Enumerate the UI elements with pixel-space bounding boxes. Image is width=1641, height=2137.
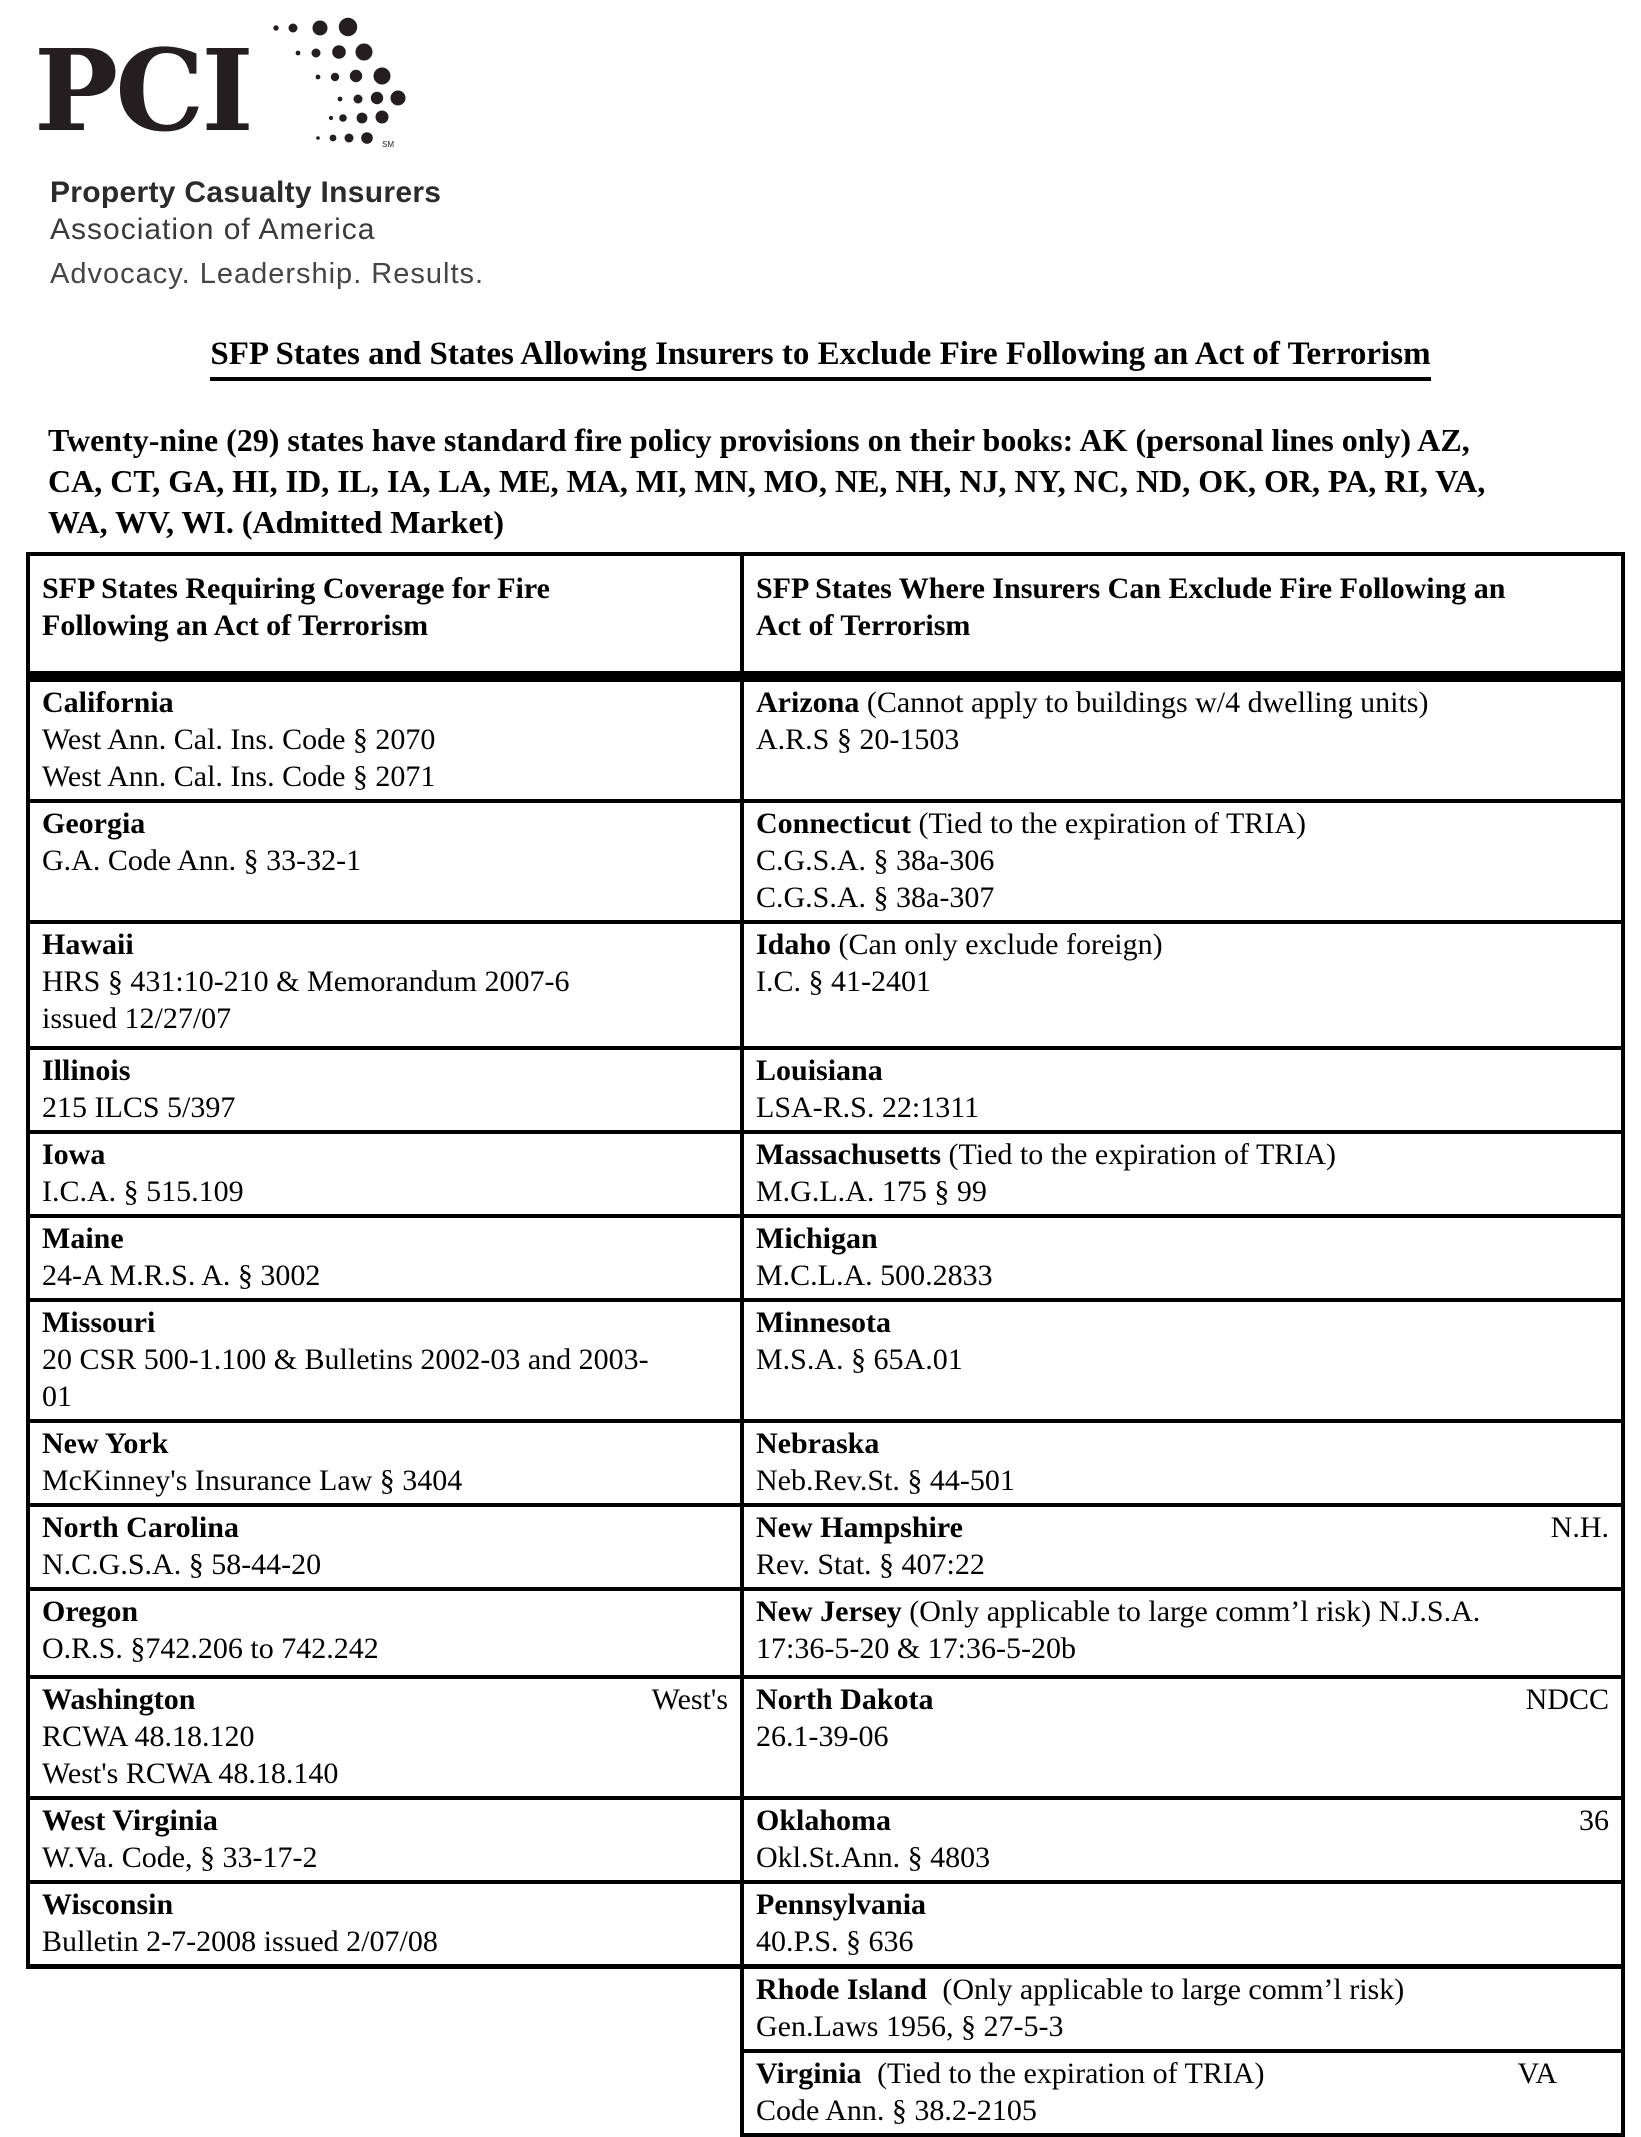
org-name-line2: Association of America xyxy=(50,213,376,246)
state-name: Massachusetts xyxy=(756,1138,941,1171)
state-citation: M.G.L.A. 175 § 99 xyxy=(756,1175,987,1208)
state-name: Nebraska xyxy=(756,1427,880,1460)
state-name: New York xyxy=(42,1427,169,1460)
state-citation: Rev. Stat. § 407:22 xyxy=(756,1548,985,1581)
state-citation: 20 CSR 500-1.100 & Bulletins 2002-03 and 2003- xyxy=(42,1343,649,1376)
state-cell xyxy=(26,1302,740,1419)
state-cell xyxy=(740,1969,1625,2053)
state-note: (Tied to the expiration of TRIA) xyxy=(869,2057,1265,2090)
document-title: SFP States and States Allowing Insurers to Exclude Fire Following an Act of Terrorism xyxy=(0,336,1641,373)
state-citation: W.Va. Code, § 33-17-2 xyxy=(42,1841,318,1874)
state-citation: issued 12/27/07 xyxy=(42,1002,232,1035)
state-cell xyxy=(740,1134,1625,1214)
empty-cell xyxy=(26,1969,740,2053)
state-name: Illinois xyxy=(42,1054,131,1087)
state-citation: O.R.S. §742.206 to 742.242 xyxy=(42,1632,379,1665)
state-note: (Only applicable to large comm’l risk) xyxy=(934,1973,1405,2006)
table-row-newyork-nebraska xyxy=(26,1419,1625,1503)
table-row-maine-michigan xyxy=(26,1214,1625,1298)
table-row-georgia-connecticut xyxy=(26,799,1625,920)
state-name: Michigan xyxy=(756,1222,878,1255)
state-citation: LSA-R.S. 22:1311 xyxy=(756,1091,980,1124)
state-tail: NDCC xyxy=(1525,1683,1609,1716)
state-name: Oregon xyxy=(42,1595,139,1628)
state-cell xyxy=(740,1800,1625,1880)
intro-paragraph xyxy=(48,420,1608,543)
state-citation: 17:36-5-20 & 17:36-5-20b xyxy=(756,1632,1076,1665)
state-name: Idaho xyxy=(756,928,832,961)
state-citation: RCWA 48.18.120 xyxy=(42,1720,255,1753)
table-row-westvirginia-oklahoma xyxy=(26,1796,1625,1880)
state-citation: West Ann. Cal. Ins. Code § 2070 xyxy=(42,723,436,756)
state-citation: Neb.Rev.St. § 44-501 xyxy=(756,1464,1015,1497)
state-cell xyxy=(26,1134,740,1214)
state-name: Wisconsin xyxy=(42,1888,174,1921)
intro-line: CA, CT, GA, HI, ID, IL, IA, LA, ME, MA, MI, MN, MO, NE, NH, NJ, NY, NC, ND, OK, OR, PA, RI, VA, xyxy=(48,463,1486,499)
state-name: Oklahoma xyxy=(756,1804,892,1837)
table-row-rhodeisland xyxy=(26,1969,1625,2053)
state-citation: M.C.L.A. 500.2833 xyxy=(756,1259,993,1292)
state-name: North Carolina xyxy=(42,1511,239,1544)
state-name: Louisiana xyxy=(756,1054,883,1087)
state-name: Iowa xyxy=(42,1138,106,1171)
state-note: (Tied to the expiration of TRIA) xyxy=(941,1138,1336,1171)
state-cell xyxy=(740,1507,1625,1587)
state-cell xyxy=(26,1679,740,1796)
state-name: Virginia xyxy=(756,2057,862,2090)
state-tail: 36 xyxy=(1579,1804,1609,1837)
state-name: Pennsylvania xyxy=(756,1888,927,1921)
state-citation: Code Ann. § 38.2-2105 xyxy=(756,2094,1037,2127)
state-cell xyxy=(740,1050,1625,1130)
table-row-california-arizona xyxy=(26,678,1625,799)
state-name: Minnesota xyxy=(756,1306,891,1339)
state-citation: 01 xyxy=(42,1380,72,1413)
state-name: Hawaii xyxy=(42,928,134,961)
state-citation: I.C. § 41-2401 xyxy=(756,965,931,998)
table-row-virginia xyxy=(26,2053,1625,2137)
state-cell xyxy=(740,2053,1625,2137)
state-note: (Only applicable to large comm’l risk) N.J.S.A. xyxy=(901,1595,1481,1628)
state-cell xyxy=(740,1679,1625,1796)
state-citation: 24-A M.R.S. A. § 3002 xyxy=(42,1259,321,1292)
state-cell xyxy=(26,1800,740,1880)
state-cell xyxy=(26,682,740,799)
state-name: Rhode Island xyxy=(756,1973,927,2006)
table-header-right: SFP States Where Insurers Can Exclude Fire Following an Act of Terrorism xyxy=(740,556,1625,671)
table-header-left: SFP States Requiring Coverage for Fire Following an Act of Terrorism xyxy=(26,556,740,671)
state-cell xyxy=(26,1423,740,1503)
state-citation: N.C.G.S.A. § 58-44-20 xyxy=(42,1548,322,1581)
state-cell xyxy=(740,1218,1625,1298)
table-row-iowa-massachusetts xyxy=(26,1130,1625,1214)
pci-logo-text: PCI xyxy=(34,26,251,157)
state-tail: West's xyxy=(651,1683,728,1716)
logo-sm-mark: SM xyxy=(382,140,394,149)
table-row-hawaii-idaho xyxy=(26,920,1625,1046)
table-row-oregon-newjersey xyxy=(26,1587,1625,1675)
table-row-washington-northdakota xyxy=(26,1675,1625,1796)
state-cell xyxy=(740,682,1625,799)
state-citation: 26.1-39-06 xyxy=(756,1720,889,1753)
state-citation: Okl.St.Ann. § 4803 xyxy=(756,1841,991,1874)
state-cell xyxy=(740,1302,1625,1419)
table-row-northcarolina-newhampshire xyxy=(26,1503,1625,1587)
state-cell xyxy=(26,1884,740,1964)
state-citation: West Ann. Cal. Ins. Code § 2071 xyxy=(42,760,436,793)
state-name: North Dakota xyxy=(756,1683,934,1716)
state-citation: A.R.S § 20-1503 xyxy=(756,723,960,756)
state-cell xyxy=(740,1591,1625,1675)
state-name: Maine xyxy=(42,1222,124,1255)
state-cell xyxy=(26,924,740,1046)
state-cell xyxy=(26,1591,740,1675)
pci-logo-dots-icon xyxy=(270,14,415,159)
state-tail: N.H. xyxy=(1550,1511,1609,1544)
state-note: (Tied to the expiration of TRIA) xyxy=(910,807,1306,840)
state-cell xyxy=(740,1423,1625,1503)
state-cell xyxy=(26,1507,740,1587)
intro-line: WA, WV, WI. (Admitted Market) xyxy=(48,504,504,540)
state-name: California xyxy=(42,686,174,719)
state-citation: Bulletin 2-7-2008 issued 2/07/08 xyxy=(42,1925,438,1958)
state-citation: C.G.S.A. § 38a-306 xyxy=(756,844,995,877)
state-cell xyxy=(26,1050,740,1130)
state-citation: M.S.A. § 65A.01 xyxy=(756,1343,963,1376)
state-citation: HRS § 431:10-210 & Memorandum 2007-6 xyxy=(42,965,570,998)
state-name: Arizona xyxy=(756,686,860,719)
state-name: New Hampshire xyxy=(756,1511,963,1544)
table-header-row xyxy=(26,552,1625,678)
state-cell xyxy=(740,803,1625,920)
state-name: Connecticut xyxy=(756,807,911,840)
state-name: New Jersey xyxy=(756,1595,902,1628)
state-note: (Cannot apply to buildings w/4 dwelling units) xyxy=(859,686,1429,719)
state-citation: I.C.A. § 515.109 xyxy=(42,1175,244,1208)
state-name: Georgia xyxy=(42,807,146,840)
table-row-missouri-minnesota xyxy=(26,1298,1625,1419)
state-citation: 40.P.S. § 636 xyxy=(756,1925,914,1958)
state-cell xyxy=(26,1218,740,1298)
state-citation: Gen.Laws 1956, § 27-5-3 xyxy=(756,2010,1064,2043)
state-cell xyxy=(740,1884,1625,1964)
intro-line: Twenty-nine (29) states have standard fire policy provisions on their books: AK (personal lines only) AZ, xyxy=(48,422,1470,458)
state-cell xyxy=(740,924,1625,1046)
table-row-illinois-louisiana xyxy=(26,1046,1625,1130)
state-name: Missouri xyxy=(42,1306,156,1339)
state-citation: 215 ILCS 5/397 xyxy=(42,1091,236,1124)
state-citation: G.A. Code Ann. § 33-32-1 xyxy=(42,844,362,877)
org-name-line1: Property Casualty Insurers xyxy=(50,176,442,209)
table-row-wisconsin-pennsylvania xyxy=(26,1880,1625,1969)
state-tail: VA xyxy=(1517,2057,1557,2090)
state-citation: McKinney's Insurance Law § 3404 xyxy=(42,1464,463,1497)
state-citation: West's RCWA 48.18.140 xyxy=(42,1757,339,1790)
state-name: West Virginia xyxy=(42,1804,218,1837)
empty-cell xyxy=(26,2053,740,2137)
state-citation: C.G.S.A. § 38a-307 xyxy=(756,881,995,914)
state-note: (Can only exclude foreign) xyxy=(831,928,1163,961)
states-table xyxy=(26,552,1625,2137)
org-tagline: Advocacy. Leadership. Results. xyxy=(50,258,485,290)
state-name: Washington xyxy=(42,1683,196,1716)
state-cell xyxy=(26,803,740,920)
